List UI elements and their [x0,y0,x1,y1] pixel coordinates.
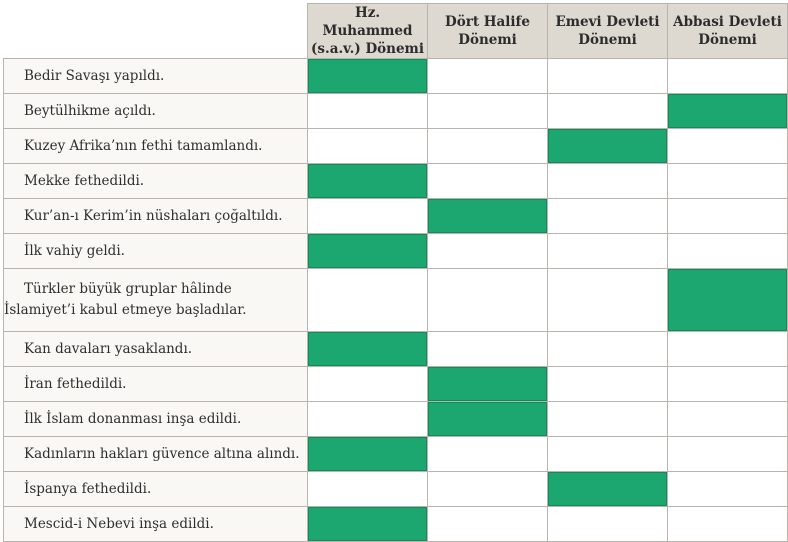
period-cell[interactable] [428,234,548,269]
period-cell[interactable] [668,507,788,542]
table-row [3,59,788,94]
period-cell-marked[interactable] [428,367,548,402]
header-line: Dönemi [458,32,517,48]
period-cell[interactable] [548,164,668,199]
event-label: Mescid-i Nebevi inşa edildi. [3,507,308,542]
event-label: İlk vahiy geldi. [3,234,308,269]
period-cell[interactable] [308,129,428,164]
event-label: Bedir Savaşı yapıldı. [3,59,308,94]
period-cell[interactable] [668,472,788,507]
header-row [3,3,788,59]
event-label: İran fethedildi. [3,367,308,402]
period-cell[interactable] [548,234,668,269]
period-cell[interactable] [308,472,428,507]
period-cell-marked[interactable] [308,507,428,542]
event-label: Kur’an-ı Kerim’in nüshaları çoğaltıldı. [3,199,308,234]
table-row [3,234,788,269]
table-row [3,129,788,164]
event-label: Türkler büyük gruplar hâlinde İslamiyet’i kabul etmeye başladılar. [3,269,308,332]
period-matching-table [3,3,788,542]
header-line: Emevi Devleti [555,14,660,30]
period-cell-marked[interactable] [308,234,428,269]
period-cell-marked[interactable] [308,332,428,367]
header-line: Hz. Muhammed [322,5,413,39]
period-cell[interactable] [668,402,788,437]
period-cell[interactable] [668,59,788,94]
period-cell[interactable] [668,367,788,402]
period-cell[interactable] [668,164,788,199]
table-row [3,472,788,507]
table-row [3,367,788,402]
period-cell[interactable] [308,367,428,402]
header-line: Dönemi [698,32,757,48]
table-row [3,437,788,472]
event-label: İlk İslam donanması inşa edildi. [3,402,308,437]
period-cell-marked[interactable] [428,199,548,234]
period-cell[interactable] [548,199,668,234]
period-cell-marked[interactable] [308,437,428,472]
table-row [3,402,788,437]
period-cell[interactable] [548,94,668,129]
event-label: Mekke fethedildi. [3,164,308,199]
event-label: Kan davaları yasaklandı. [3,332,308,367]
period-cell[interactable] [668,437,788,472]
table-row [3,507,788,542]
period-cell-marked[interactable] [548,472,668,507]
period-cell[interactable] [668,129,788,164]
header-line: Abbasi Devleti [673,14,782,30]
table-row [3,164,788,199]
header-dort-halife [428,3,548,59]
period-cell[interactable] [428,472,548,507]
event-label: Kadınların hakları güvence altına alındı. [3,437,308,472]
period-cell[interactable] [308,94,428,129]
period-cell[interactable] [428,437,548,472]
period-cell-marked[interactable] [548,129,668,164]
event-label: İspanya fethedildi. [3,472,308,507]
period-cell-marked[interactable] [308,59,428,94]
period-cell[interactable] [668,234,788,269]
period-cell[interactable] [428,507,548,542]
header-line: (s.a.v.) Dönemi [311,41,424,57]
period-cell[interactable] [668,332,788,367]
event-label: Beytülhikme açıldı. [3,94,308,129]
period-cell[interactable] [308,199,428,234]
period-cell[interactable] [308,402,428,437]
period-cell[interactable] [428,94,548,129]
header-hz-muhammed [308,3,428,59]
period-cell-marked[interactable] [308,164,428,199]
header-emevi [548,3,668,59]
event-label: Kuzey Afrika’nın fethi tamamlandı. [3,129,308,164]
header-abbasi [668,3,788,59]
period-cell[interactable] [428,164,548,199]
period-cell[interactable] [428,59,548,94]
header-line: Dört Halife [445,14,530,30]
header-line: Dönemi [578,32,637,48]
period-cell-marked[interactable] [428,402,548,437]
table-row [3,332,788,367]
period-cell[interactable] [428,269,548,332]
table-row [3,94,788,129]
period-cell[interactable] [548,332,668,367]
period-cell[interactable] [548,402,668,437]
period-cell[interactable] [548,367,668,402]
period-cell-marked[interactable] [668,94,788,129]
period-cell[interactable] [308,269,428,332]
period-cell[interactable] [428,129,548,164]
period-cell[interactable] [428,332,548,367]
period-cell[interactable] [548,437,668,472]
period-cell[interactable] [548,59,668,94]
table-row [3,199,788,234]
period-cell[interactable] [668,199,788,234]
period-cell[interactable] [548,507,668,542]
table-row [3,269,788,332]
period-cell[interactable] [548,269,668,332]
period-cell-marked[interactable] [668,269,788,332]
header-corner [3,3,308,59]
